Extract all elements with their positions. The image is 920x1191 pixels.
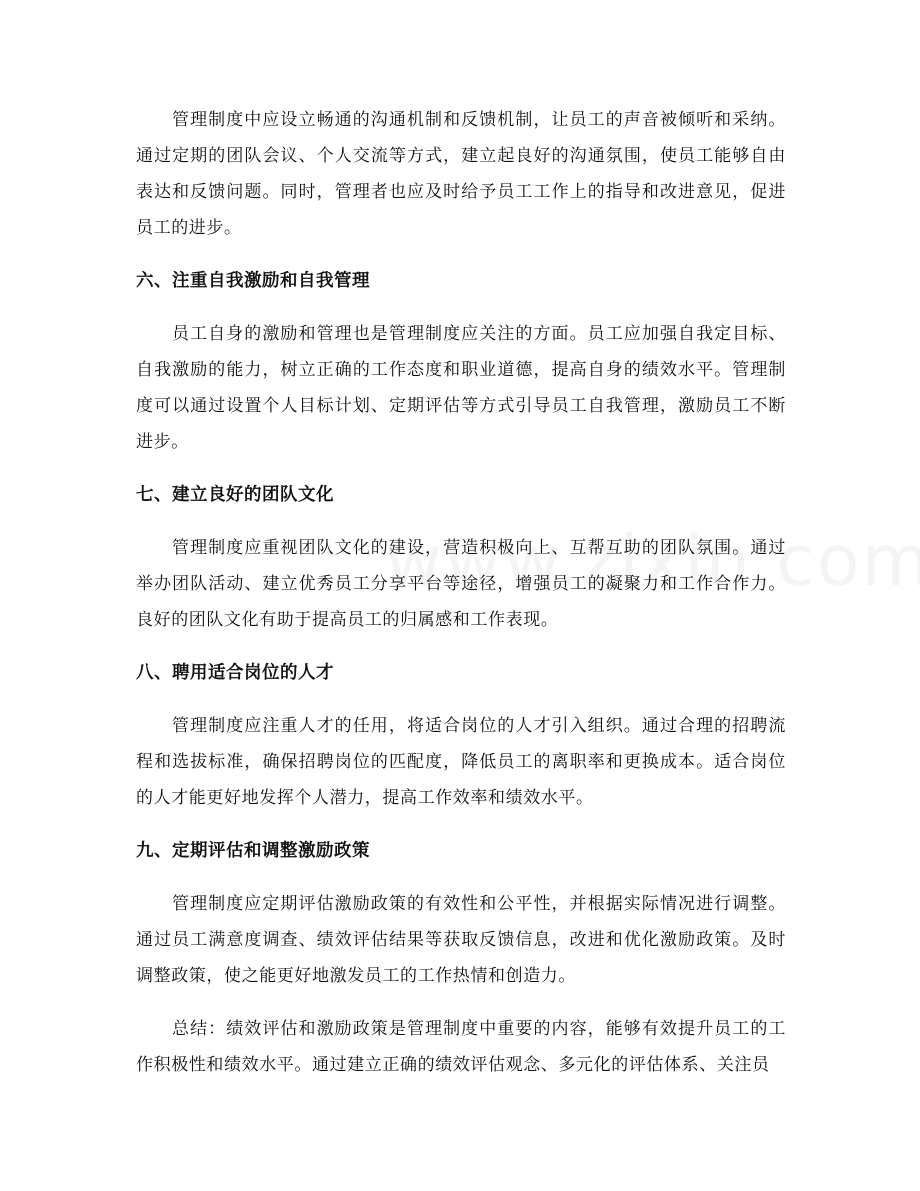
paragraph-section-8: 管理制度应注重人才的任用，将适合岗位的人才引入组织。通过合理的招聘流程和选拔标准，确保招聘岗位的匹配度，降低员工的离职率和更换成本。适合岗位的人才能更好地发挥个人潜力，提高工作效率和绩效水平。 [136, 716, 786, 808]
paragraph-section-7: 管理制度应重视团队文化的建设，营造积极向上、互帮互助的团队氛围。通过举办团队活动、建立优秀员工分享平台等途径，增强员工的凝聚力和工作合作力。良好的团队文化有助于提高员工的归属感和工作表现。 [136, 538, 786, 630]
heading-section-8: 八、聘用适合岗位的人才 [136, 663, 334, 683]
paragraph-communication: 管理制度中应设立畅通的沟通机制和反馈机制，让员工的声音被倾听和采纳。通过定期的团队会议、个人交流等方式，建立起良好的沟通氛围，使员工能够自由表达和反馈问题。同时，管理者也应及时给予员工工作上的指导和改进意见，促进员工的进步。 [136, 110, 786, 238]
heading-section-6: 六、注重自我激励和自我管理 [136, 271, 370, 291]
heading-section-9: 九、定期评估和调整激励政策 [136, 841, 370, 861]
heading-section-7: 七、建立良好的团队文化 [136, 485, 334, 505]
paragraph-section-9: 管理制度应定期评估激励政策的有效性和公平性，并根据实际情况进行调整。通过员工满意度调查、绩效评估结果等获取反馈信息，改进和优化激励政策。及时调整政策，使之能更好地激发员工的工作热情和创造力。 [136, 894, 786, 986]
document-body [136, 102, 786, 1083]
paragraph-section-6: 员工自身的激励和管理也是管理制度应关注的方面。员工应加强自我定目标、自我激励的能力，树立正确的工作态度和职业道德，提高自身的绩效水平。管理制度可以通过设置个人目标计划、定期评估等方式引导员工自我管理，激励员工不断进步。 [136, 324, 786, 452]
paragraph-summary: 总结：绩效评估和激励政策是管理制度中重要的内容，能够有效提升员工的工作积极性和绩效水平。通过建立正确的绩效评估观念、多元化的评估体系、关注员 [136, 1019, 786, 1075]
